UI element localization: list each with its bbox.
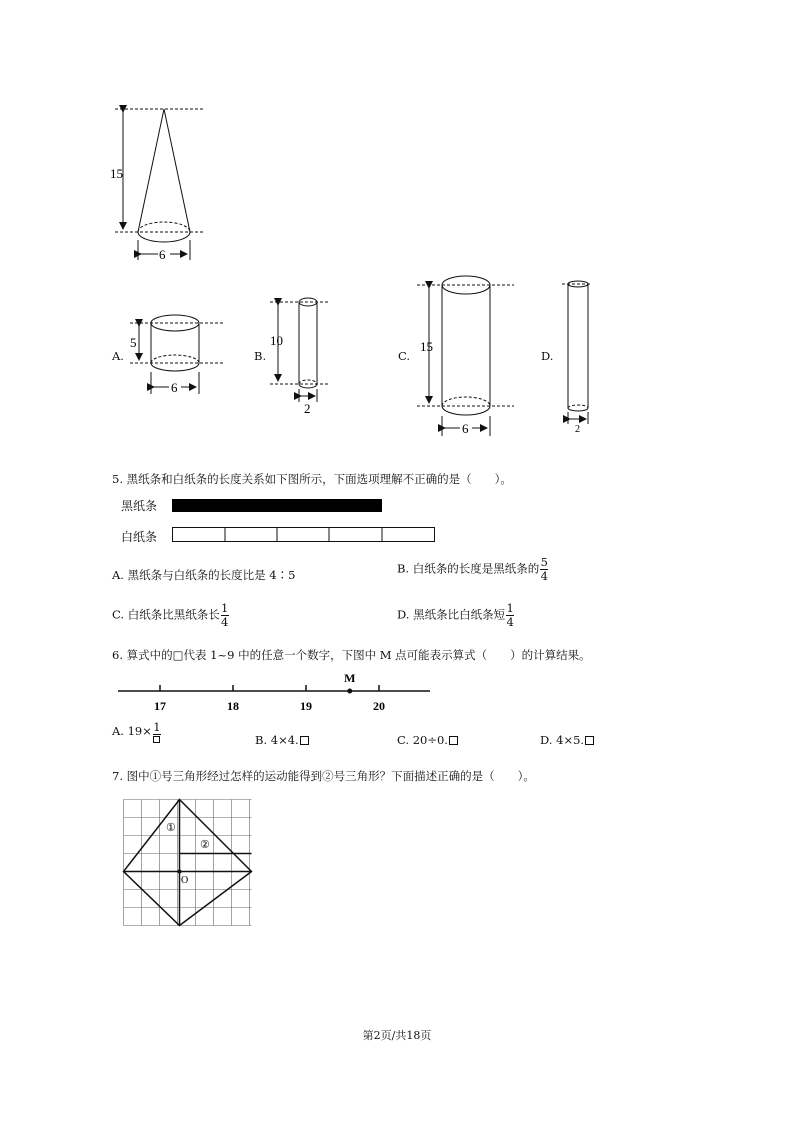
q6-option-d: D. 4×5. (540, 733, 594, 747)
option-c-letter: C. (398, 349, 411, 363)
q5-option-b: B. 白纸条的长度是黑纸条的 $\frac{5}{4}$ (397, 555, 548, 583)
q5-option-d: D. 黑纸条比白纸条短 $\frac{1}{4}$ (397, 601, 514, 629)
cylinder-d-figure (560, 276, 600, 436)
cylinder-b-height: 10 (270, 333, 283, 348)
center-o-label: O (181, 875, 189, 886)
triangle-1-label: ① (166, 822, 176, 834)
tick-label-19: 19 (300, 699, 312, 713)
cylinder-b-diameter: 2 (304, 401, 311, 416)
cylinder-a-diameter: 6 (171, 380, 178, 395)
white-strip-label: 白纸条 (121, 530, 158, 544)
page-footer: 第2页/共18页 (362, 1029, 432, 1042)
point-m (347, 689, 352, 694)
cylinder-a-figure (125, 310, 235, 400)
tick-label-18: 18 (227, 699, 239, 713)
q6-text: 6. 算式中的□代表 1~9 中的任意一个数字，下图中 M 点可能表示算式（ ）的计算结果。 (112, 648, 591, 662)
option-b-letter: B. (254, 349, 267, 363)
q7-text: 7. 图中①号三角形经过怎样的运动能得到②号三角形？下面描述正确的是（ ）。 (112, 769, 535, 783)
point-m-label: M (344, 671, 356, 685)
cylinder-c-height: 15 (420, 339, 433, 354)
white-strip (172, 527, 436, 543)
q6-option-b: B. 4×4. (255, 733, 309, 747)
cylinder-d-diameter: 2 (575, 424, 580, 435)
number-line (110, 668, 440, 716)
triangle-2-label: ② (200, 839, 210, 851)
q6-option-a: A. 19× 1 (112, 721, 161, 743)
option-d-letter: D. (541, 349, 554, 363)
tick-label-20: 20 (373, 699, 385, 713)
cylinder-c-diameter: 6 (462, 421, 469, 436)
tick-label-17: 17 (154, 699, 166, 713)
q5-option-c: C. 白纸条比黑纸条长 $\frac{1}{4}$ (112, 601, 229, 629)
option-a-letter: A. (112, 349, 124, 363)
q5-option-a: A. 黑纸条与白纸条的长度比是 4∶5 (112, 568, 296, 582)
cylinder-b-figure (265, 292, 345, 422)
cone-diameter-label: 6 (159, 247, 166, 262)
cylinder-a-height: 5 (130, 335, 137, 350)
black-strip (172, 499, 382, 512)
cone-figure (105, 100, 215, 270)
q5-text: 5. 黑纸条和白纸条的长度关系如下图所示，下面选项理解不正确的是（ ）。 (112, 472, 512, 486)
q6-option-c: C. 20÷0. (397, 733, 458, 747)
cone-height-label: 15 (110, 166, 123, 181)
black-strip-label: 黑纸条 (121, 499, 158, 513)
cylinder-c-figure (412, 272, 522, 442)
rotation-grid-figure (120, 796, 256, 932)
